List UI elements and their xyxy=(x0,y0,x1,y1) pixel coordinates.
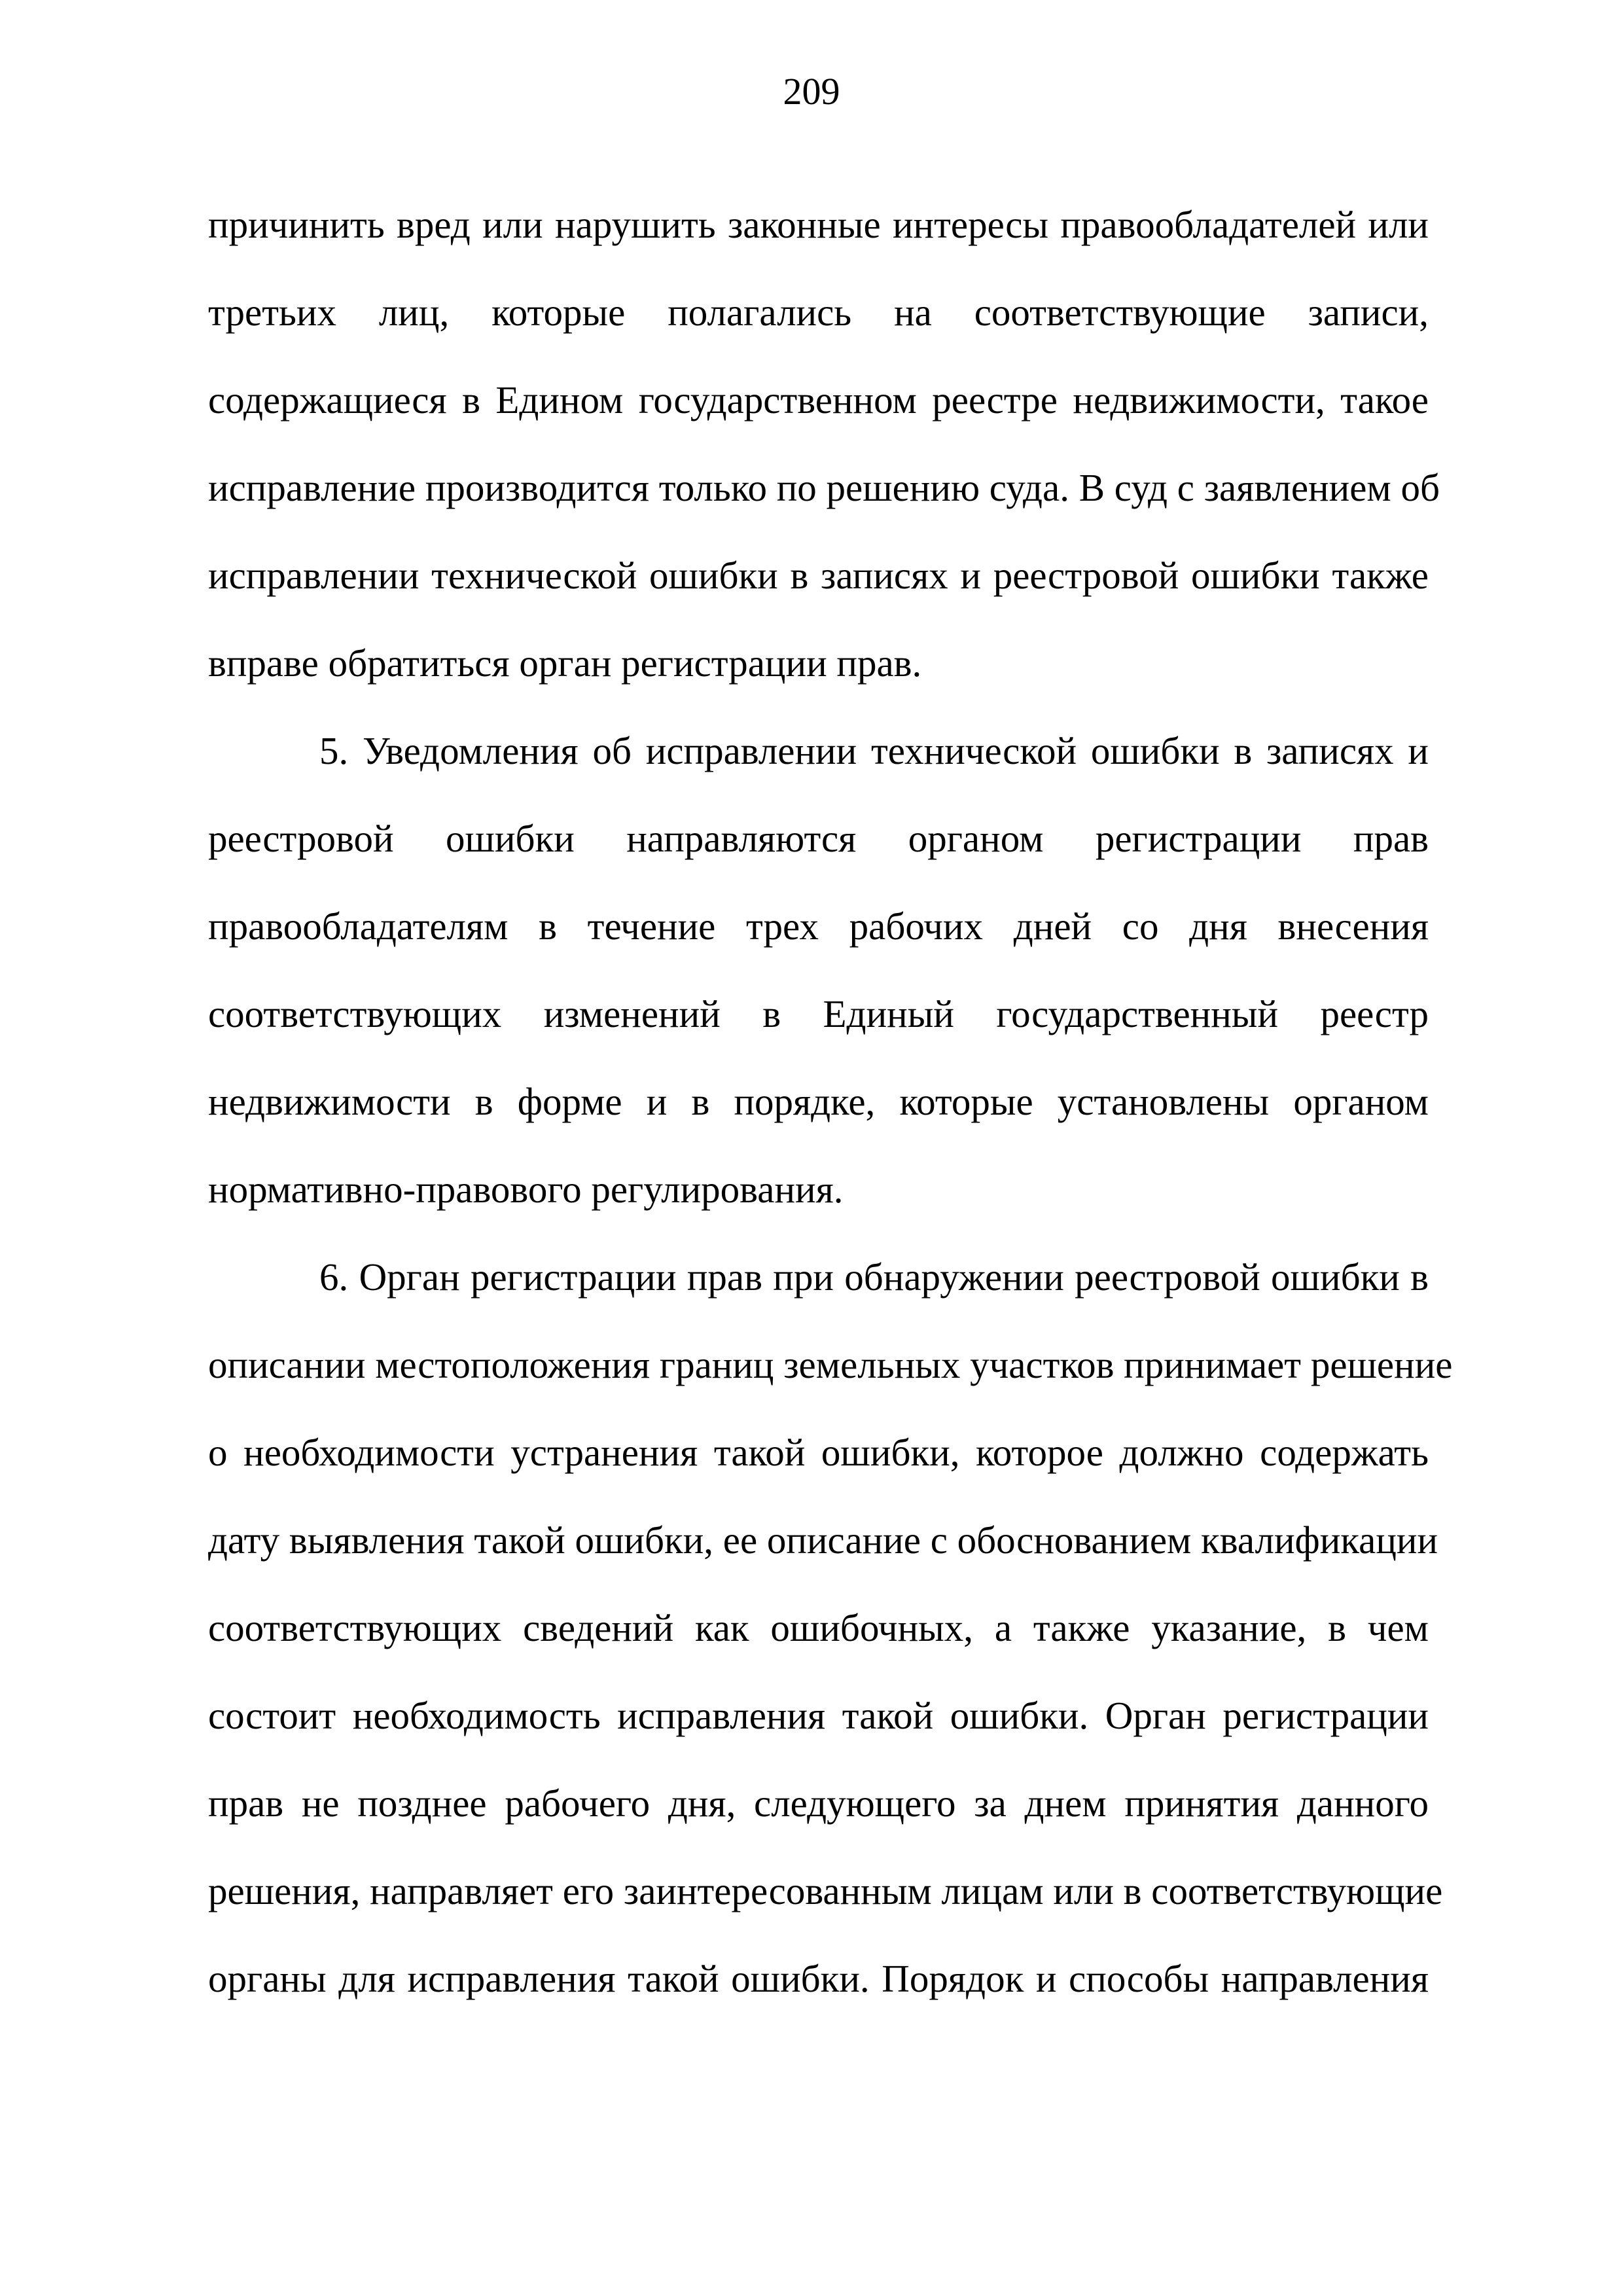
text-line: реестровой ошибки направляются органом регистрации прав xyxy=(208,817,1429,860)
text-line: вправе обратиться орган регистрации прав. xyxy=(208,641,922,685)
text-line: состоит необходимость исправления такой ошибки. Орган регистрации xyxy=(208,1694,1429,1737)
text-line: дату выявления такой ошибки, ее описание с обоснованием квалификации xyxy=(208,1518,1438,1562)
text-line: причинить вред или нарушить законные интересы правообладателей или xyxy=(208,203,1429,246)
text-line: исправлении технической ошибки в записях и реестровой ошибки также xyxy=(208,554,1429,597)
text-line: соответствующих сведений как ошибочных, а также указание, в чем xyxy=(208,1606,1429,1649)
text-line: решения, направляет его заинтересованным лицам или в соответствующие xyxy=(208,1869,1443,1912)
page-number: 209 xyxy=(783,70,840,113)
text-line: недвижимости в форме и в порядке, которые установлены органом xyxy=(208,1080,1429,1123)
paragraph-item-6 xyxy=(208,1233,1453,2022)
text-line: правообладателям в течение трех рабочих дней со дня внесения xyxy=(208,905,1429,948)
paragraph-continuation xyxy=(208,181,1440,707)
text-line: прав не позднее рабочего дня, следующего за днем принятия данного xyxy=(208,1782,1429,1825)
body-text xyxy=(208,181,1453,2022)
text-line: органы для исправления такой ошибки. Порядок и способы направления xyxy=(208,1957,1429,2000)
text-line: 6. Орган регистрации прав при обнаружении реестровой ошибки в xyxy=(319,1255,1429,1299)
text-line: 5. Уведомления об исправлении технической ошибки в записях и xyxy=(319,729,1429,772)
text-line: о необходимости устранения такой ошибки, которое должно содержать xyxy=(208,1431,1429,1474)
text-line: содержащиеся в Едином государственном реестре недвижимости, такое xyxy=(208,378,1429,422)
text-line: соответствующих изменений в Единый государственный реестр xyxy=(208,992,1429,1035)
text-line: исправление производится только по решению суда. В суд с заявлением об xyxy=(208,466,1440,509)
text-line: нормативно-правового регулирования. xyxy=(208,1168,844,1211)
paragraph-item-5 xyxy=(208,707,1429,1233)
text-line: третьих лиц, которые полагались на соответствующие записи, xyxy=(208,291,1429,334)
text-line: описании местоположения границ земельных участков принимает решение xyxy=(208,1343,1453,1386)
